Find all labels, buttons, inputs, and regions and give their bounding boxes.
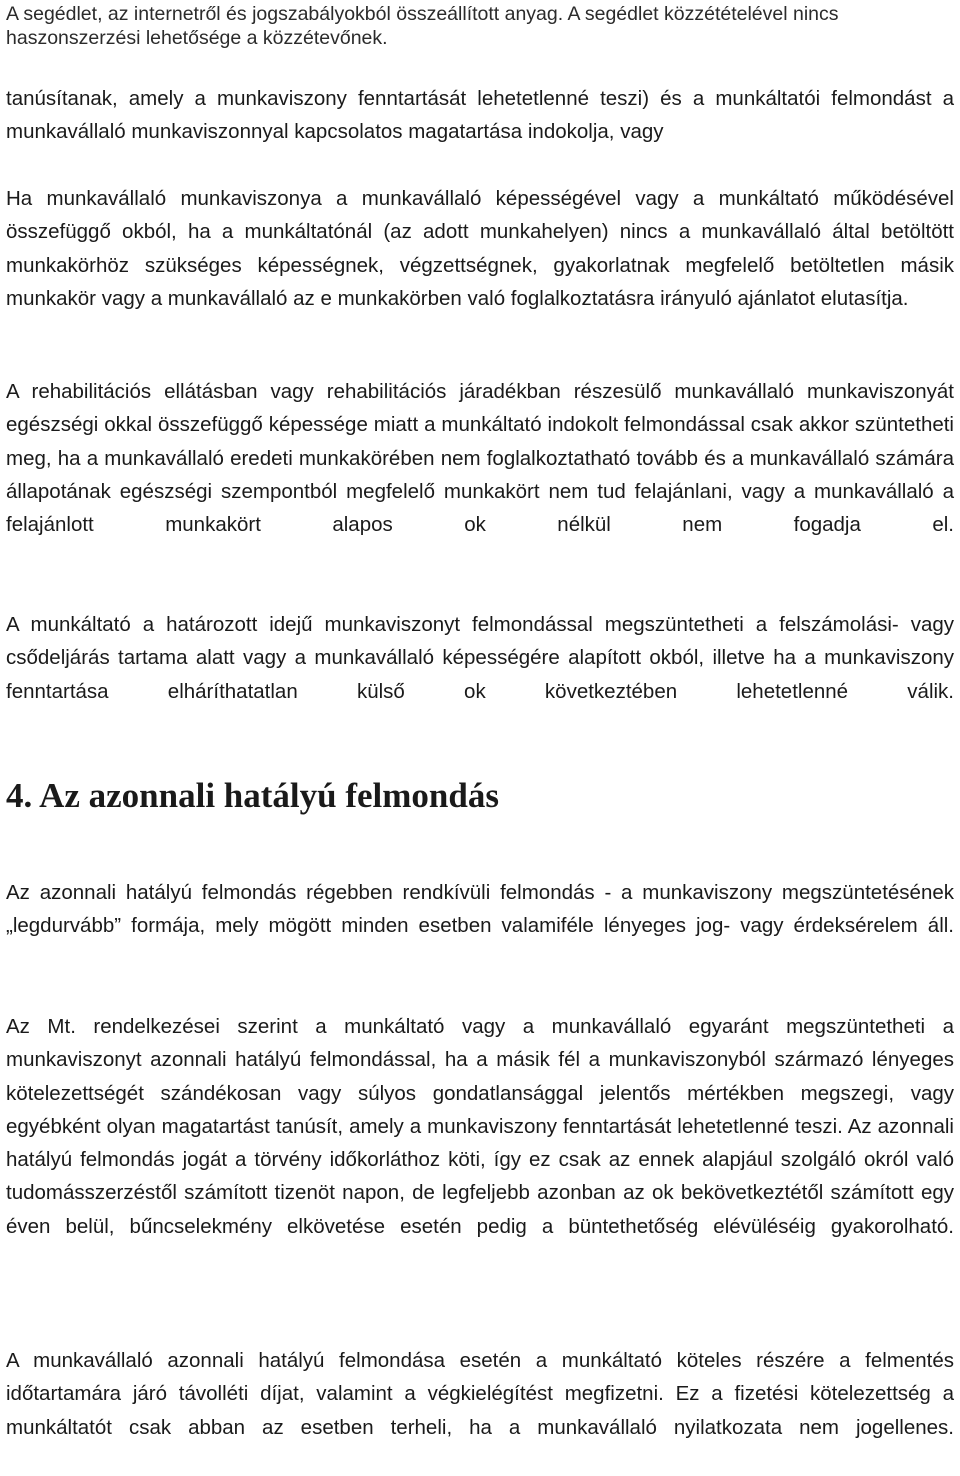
document-header-note: A segédlet, az internetről és jogszabályokból összeállított anyag. A segédlet közzétételével nincs haszonszerzési lehetősége a közzétevőnek. — [6, 3, 839, 49]
paragraph-3: A rehabilitációs ellátásban vagy rehabilitációs járadékban részesülő munkavállaló munkaviszonyát egészségi okkal összefüggő képessége miatt a munkáltató indokolt felmondással csak akkor szüntetheti meg, ha a munkavállaló eredeti munkakörében nem foglalkoztatható tovább és a munkavállaló számára állapotának egészségi szempontból megfelelő munkakört nem tud felajánlani, vagy a munkavállaló a felajánlott munkakört alapos ok nélkül nem fogadja el. — [6, 380, 954, 537]
section-heading: 4. Az azonnali hatályú felmondás — [6, 776, 499, 815]
paragraph-7: A munkavállaló azonnali hatályú felmondása esetén a munkáltató köteles részére a felmentés időtartamára járó távolléti díjat, valamint a végkielégítést megfizetni. Ez a fizetési kötelezettség a munkáltatót csak abban az esetben terheli, ha a munkavállaló nyilatkozata nem jogellenes. — [6, 1349, 954, 1439]
paragraph-2: Ha munkavállaló munkaviszonya a munkavállaló képességével vagy a munkáltató működésével összefüggő okból, ha a munkáltatónál (az adott munkahelyen) nincs a munkavállaló által betöltött munkakörhöz szükséges képességnek, végzettségnek, gyakorlatnak megfelelő betöltetlen másik munkakör vagy a munkavállaló az e munkakörben való foglalkoztatásra irányuló ajánlatot elutasítja. — [6, 187, 954, 310]
paragraph-1: tanúsítanak, amely a munkaviszony fenntartását lehetetlenné teszi) és a munkáltatói felmondást a munkavállaló munkaviszonnyal kapcsolatos magatartása indokolja, vagy — [6, 87, 954, 144]
paragraph-6: Az Mt. rendelkezései szerint a munkáltató vagy a munkavállaló egyaránt megszüntetheti a munkaviszonyt azonnali hatályú felmondással, ha a másik fél a munkaviszonyból származó lényeges kötelezettségét szándékosan vagy súlyos gondatlansággal jelentős mértékben megszegi, vagy egyébként olyan magatartást tanúsít, amely a munkaviszony fenntartását lehetetlenné teszi. Az azonnali hatályú felmondás jogát a törvény időkorláthoz köti, így ez csak az ennek alapjául szolgáló okról való tudomásszerzéstől számított tizenöt napon, de legfeljebb azonban az ok bekövetkeztétől számított egy éven belül, bűncselekmény elkövetése esetén pedig a büntethetőség elévüléséig gyakorolható. — [6, 1015, 954, 1238]
paragraph-4: A munkáltató a határozott idejű munkaviszonyt felmondással megszüntetheti a felszámolási- vagy csődeljárás tartama alatt vagy a munkavállaló képességére alapított okból, illetve ha a munkaviszony fenntartása elháríthatatlan külső ok következtében lehetetlenné válik. — [6, 613, 954, 703]
paragraph-5: Az azonnali hatályú felmondás régebben rendkívüli felmondás - a munkaviszony megszüntetésének „legdurvább” formája, mely mögött minden esetben valamiféle lényeges jog- vagy érdeksérelem áll. — [6, 881, 954, 938]
